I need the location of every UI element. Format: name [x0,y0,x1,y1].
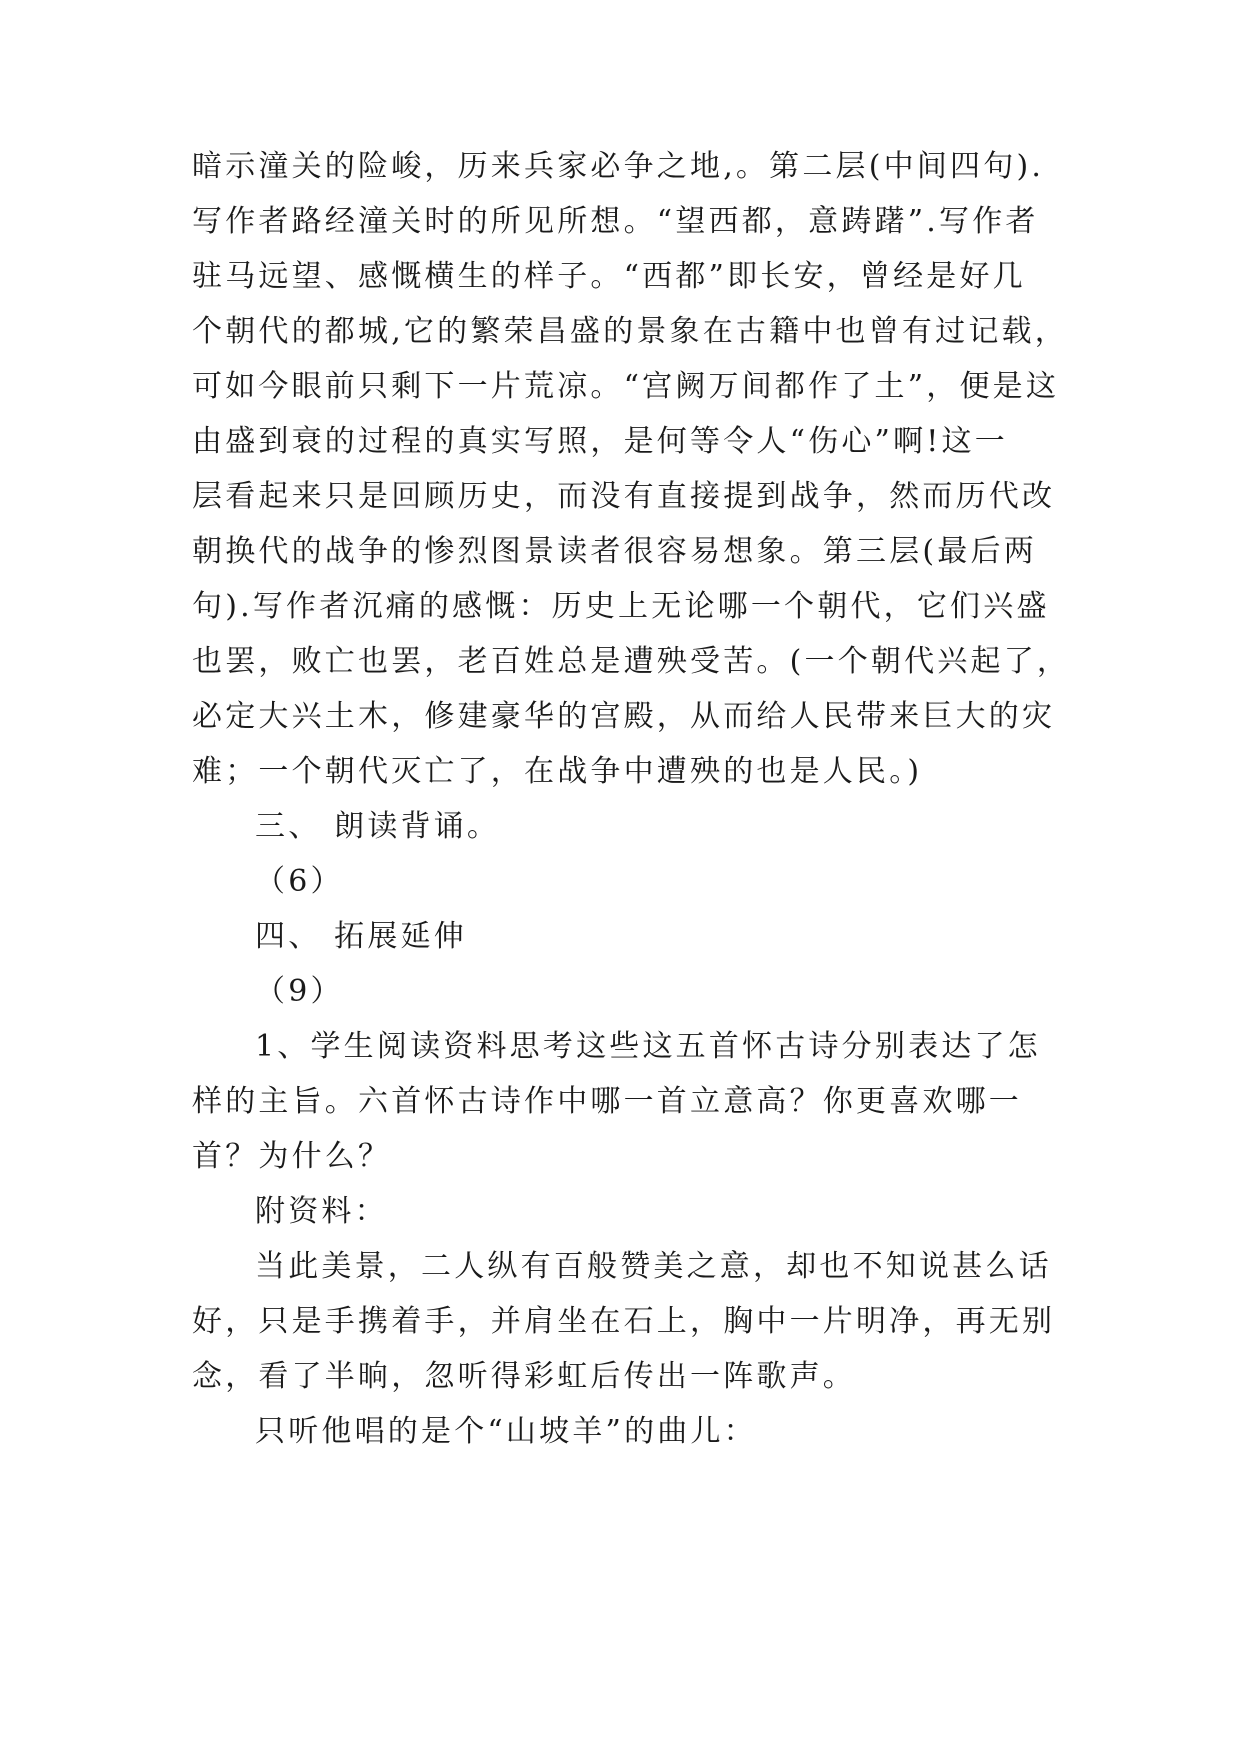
text-line: 驻马远望、感慨横生的样子。“西都”即长安，曾经是好几 [192,259,1026,294]
text-line: 1、学生阅读资料思考这些这五首怀古诗分别表达了怎 [255,1029,1041,1064]
appendix-label: 附资料： [255,1194,388,1229]
text-line: 当此美景，二人纵有百般赞美之意，却也不知说甚么话 [255,1249,1052,1284]
text-line: 也罢，败亡也罢，老百姓总是遭殃受苦。(一个朝代兴起了， [192,644,1071,679]
text-line: 句).写作者沉痛的感慨：历史上无论哪一个朝代，它们兴盛 [192,589,1050,624]
section-heading: 三、 朗读背诵。 [255,809,501,844]
text-line: 只听他唱的是个“山坡羊”的曲儿： [255,1414,757,1449]
text-line: 层看起来只是回顾历史，而没有直接提到战争，然而历代改 [192,479,1056,514]
text-line: 由盛到衰的过程的真实写照，是何等令人“伤心”啊!这一 [192,424,1008,459]
text-line: 首？为什么？ [192,1139,392,1174]
text-line: 必定大兴土木，修建豪华的宫殿，从而给人民带来巨大的灾 [192,699,1056,734]
text-line: 可如今眼前只剩下一片荒凉。“宫阙万间都作了土”，便是这 [192,369,1060,404]
text-line: 难；一个朝代灭亡了，在战争中遭殃的也是人民。) [192,754,923,789]
section-heading: 四、 拓展延伸 [255,919,467,954]
text-line: 念，看了半晌，忽听得彩虹后传出一阵歌声。 [192,1359,856,1394]
text-line: 朝换代的战争的惨烈图景读者很容易想象。第三层(最后两 [192,534,1037,569]
section-number: （6） [255,864,344,899]
text-line: 好，只是手携着手，并肩坐在石上，胸中一片明净，再无别 [192,1304,1056,1339]
text-line: 样的主旨。六首怀古诗作中哪一首立意高？你更喜欢哪一 [192,1084,1022,1119]
text-line: 写作者路经潼关时的所见所想。“望西都，意踌躇”.写作者 [192,204,1039,239]
text-line: 个朝代的都城,它的繁荣昌盛的景象在古籍中也曾有过记载， [192,314,1068,349]
section-number: （9） [255,974,344,1009]
text-line: 暗示潼关的险峻，历来兵家必争之地,。第二层(中间四句). [192,149,1045,184]
